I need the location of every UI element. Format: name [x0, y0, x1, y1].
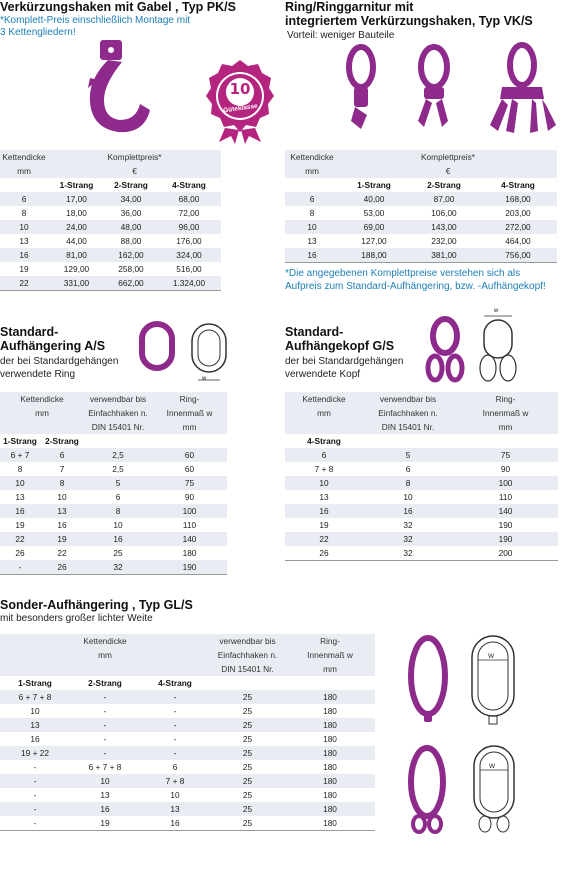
cell: 190 [152, 560, 227, 575]
cell: 16 [70, 802, 140, 816]
table-row [285, 248, 557, 263]
cell: 10 [285, 476, 363, 490]
cell: 180 [285, 816, 375, 831]
cell: 188,00 [339, 248, 409, 263]
cell: 44,00 [48, 234, 105, 248]
cell: 16 [363, 504, 453, 518]
col-header: Einfachhaken n. [84, 406, 152, 420]
cell: 110 [453, 490, 558, 504]
gl-four-leg-ring-image [403, 742, 458, 837]
table-row [285, 234, 557, 248]
cell: 88,00 [105, 234, 157, 248]
col-header: verwendbar bis [210, 634, 285, 648]
cell: 19 + 22 [0, 746, 70, 760]
vk-single-ring-image [343, 45, 383, 135]
table-row [0, 718, 375, 732]
cell: 10 [363, 490, 453, 504]
cell: 25 [210, 746, 285, 760]
cell: 6 [84, 490, 152, 504]
table-row [0, 560, 227, 575]
cell: 381,00 [409, 248, 479, 263]
cell: 140 [453, 504, 558, 518]
cell: - [70, 704, 140, 718]
grade-10-badge [205, 58, 275, 138]
col-header: Innenmaß w [285, 648, 375, 662]
table-row [0, 220, 221, 234]
vk-note-line2: Aufpreis zum Standard-Aufhängering, bzw. -Aufhängekopf! [285, 281, 546, 292]
table-row [285, 192, 557, 206]
cell: 60 [152, 462, 227, 476]
col-header: Kettendicke [0, 634, 210, 648]
col-header-unit: mm [285, 164, 339, 178]
col-header: Komplettpreis* [339, 150, 557, 164]
cell: 8 [285, 206, 339, 220]
pk-title: Verkürzungshaken mit Gabel , Typ PK/S [0, 0, 236, 14]
cell: 10 [84, 518, 152, 532]
table-row [0, 192, 221, 206]
cell: 19 [0, 518, 40, 532]
cell: 26 [285, 546, 363, 561]
cell: - [140, 704, 210, 718]
table-row [285, 532, 558, 546]
cell: 272,00 [479, 220, 557, 234]
cell: 190 [453, 532, 558, 546]
vk-note-line1: *Die angegebenen Komplettpreise verstehen sich als [285, 268, 521, 279]
badge-label: Güteklasse [222, 102, 259, 115]
cell: 25 [210, 704, 285, 718]
sub-header: 1-Strang [0, 676, 70, 690]
vk-price-table [285, 150, 557, 263]
cell: 180 [285, 704, 375, 718]
table-row [0, 518, 227, 532]
as-w-dimension: w [202, 376, 207, 382]
col-header: mm [152, 420, 227, 434]
col-header: Ring- [453, 392, 558, 406]
cell: - [70, 718, 140, 732]
table-row [0, 532, 227, 546]
cell: 13 [40, 504, 84, 518]
cell: 100 [152, 504, 227, 518]
cell: 75 [453, 448, 558, 462]
cell: 662,00 [105, 276, 157, 291]
cell: 68,00 [157, 192, 221, 206]
as-title-line1: Standard- [0, 325, 59, 339]
cell: 16 [0, 732, 70, 746]
cell: 6 [363, 462, 453, 476]
cell: - [70, 732, 140, 746]
cell: 72,00 [157, 206, 221, 220]
cell: 32 [363, 546, 453, 561]
cell: 8 [40, 476, 84, 490]
cell: - [0, 774, 70, 788]
cell: 180 [285, 802, 375, 816]
cell: 168,00 [479, 192, 557, 206]
cell: 100 [453, 476, 558, 490]
sub-header: 2-Strang [70, 676, 140, 690]
table-row [285, 220, 557, 234]
cell: 6 [0, 192, 48, 206]
col-header: Komplettpreis* [48, 150, 221, 164]
cell: 331,00 [48, 276, 105, 291]
cell: 7 + 8 [285, 462, 363, 476]
cell: 176,00 [157, 234, 221, 248]
gs-desc-line1: der bei Standardgehängen [285, 356, 404, 367]
col-header: Einfachhaken n. [363, 406, 453, 420]
table-row [285, 518, 558, 532]
gl-single-ring-image [405, 632, 455, 727]
cell: 25 [210, 732, 285, 746]
vk-title-line2: integriertem Verkürzungshaken, Typ VK/S [285, 14, 533, 28]
pk-note-line1: *Komplett-Preis einschließlich Montage mit [0, 15, 191, 26]
col-header-unit: € [48, 164, 221, 178]
col-header: mm [0, 406, 84, 420]
table-row [0, 704, 375, 718]
cell: - [0, 788, 70, 802]
cell: 6 [285, 192, 339, 206]
cell: 232,00 [409, 234, 479, 248]
cell: 180 [152, 546, 227, 560]
cell: - [70, 690, 140, 704]
pk-note-line2: 3 Kettengliedern! [0, 27, 76, 38]
cell: 190 [453, 518, 558, 532]
sub-header: 2-Strang [40, 434, 84, 448]
table-row [285, 476, 558, 490]
vk-double-ring-image [410, 45, 460, 135]
cell: 203,00 [479, 206, 557, 220]
cell: 324,00 [157, 248, 221, 262]
col-header: verwendbar bis [84, 392, 152, 406]
table-row [0, 462, 227, 476]
cell: 180 [285, 746, 375, 760]
cell: 16 [0, 504, 40, 518]
cell: 16 [84, 532, 152, 546]
table-row [0, 546, 227, 560]
cell: 16 [40, 518, 84, 532]
table-row [0, 490, 227, 504]
cell: 90 [152, 490, 227, 504]
cell: - [0, 760, 70, 774]
gs-title-line2: Aufhängekopf G/S [285, 339, 395, 353]
cell: 180 [285, 690, 375, 704]
cell: 8 [84, 504, 152, 518]
cell: 25 [210, 690, 285, 704]
cell: 22 [40, 546, 84, 560]
col-header: DIN 15401 Nr. [363, 420, 453, 434]
cell: 16 [0, 248, 48, 262]
gl-w-dimension-bottom: W [489, 763, 496, 770]
cell: 48,00 [105, 220, 157, 234]
cell: 8 [0, 206, 48, 220]
as-desc-line1: der bei Standardgehängen [0, 356, 119, 367]
cell: 34,00 [105, 192, 157, 206]
cell: 516,00 [157, 262, 221, 276]
col-header: DIN 15401 Nr. [84, 420, 152, 434]
col-header: mm [0, 648, 210, 662]
sub-header: 1-Strang [339, 178, 409, 192]
col-header: Innenmaß w [453, 406, 558, 420]
vk-subtitle: Vorteil: weniger Bauteile [287, 30, 395, 41]
cell: 756,00 [479, 248, 557, 263]
cell: 5 [363, 448, 453, 462]
col-header: Kettendicke [0, 150, 48, 164]
cell: 19 [40, 532, 84, 546]
cell: - [140, 746, 210, 760]
cell: 143,00 [409, 220, 479, 234]
sub-header: 2-Strang [409, 178, 479, 192]
col-header: Innenmaß w [152, 406, 227, 420]
cell: 81,00 [48, 248, 105, 262]
vk-four-leg-ring-image [488, 43, 558, 138]
cell: 24,00 [48, 220, 105, 234]
cell: 464,00 [479, 234, 557, 248]
as-desc-line2: verwendete Ring [0, 369, 76, 380]
gs-w-dimension: w [494, 308, 499, 314]
table-row [285, 490, 558, 504]
sub-header: 2-Strang [105, 178, 157, 192]
cell: - [140, 718, 210, 732]
col-header: Kettendicke [285, 150, 339, 164]
cell: 13 [0, 718, 70, 732]
gl-desc: mit besonders großer lichter Weite [0, 613, 153, 624]
sub-header: 1-Strang [0, 434, 40, 448]
cell: 22 [0, 532, 40, 546]
cell: 75 [152, 476, 227, 490]
gl-w-dimension-top: W [488, 653, 495, 660]
cell: 180 [285, 774, 375, 788]
cell: - [140, 690, 210, 704]
cell: 40,00 [339, 192, 409, 206]
cell: 25 [210, 788, 285, 802]
cell: 17,00 [48, 192, 105, 206]
cell: 10 [0, 220, 48, 234]
cell: 90 [453, 462, 558, 476]
cell: 8 [363, 476, 453, 490]
col-header: mm [453, 420, 558, 434]
table-row [0, 788, 375, 802]
table-row [0, 234, 221, 248]
table-row [0, 504, 227, 518]
cell: 13 [0, 490, 40, 504]
col-header: mm [285, 662, 375, 676]
table-row [0, 262, 221, 276]
table-row [0, 746, 375, 760]
cell: 22 [0, 276, 48, 291]
table-row [0, 276, 221, 291]
gs-head-image [425, 316, 469, 386]
cell: 19 [285, 518, 363, 532]
sub-header: 4-Strang [285, 434, 363, 448]
table-row [0, 816, 375, 831]
cell: 7 [40, 462, 84, 476]
cell: 60 [152, 448, 227, 462]
cell: 10 [40, 490, 84, 504]
cell: 25 [210, 816, 285, 831]
cell: 110 [152, 518, 227, 532]
cell: 106,00 [409, 206, 479, 220]
cell: 36,00 [105, 206, 157, 220]
table-row [285, 448, 558, 462]
gl-four-leg-ring-drawing [468, 742, 523, 837]
cell: 19 [70, 816, 140, 831]
cell: 13 [285, 490, 363, 504]
cell: 32 [363, 518, 453, 532]
cell: 8 [0, 462, 40, 476]
pk-price-table [0, 150, 221, 291]
gs-head-table [285, 392, 558, 561]
cell: 6 [140, 760, 210, 774]
cell: 6 [40, 448, 84, 462]
cell: 10 [140, 788, 210, 802]
table-row [285, 504, 558, 518]
table-row [0, 448, 227, 462]
vk-title-line1: Ring/Ringgarnitur mit [285, 0, 414, 14]
cell: 22 [285, 532, 363, 546]
cell: 32 [363, 532, 453, 546]
as-ring-table [0, 392, 227, 575]
cell: 6 [285, 448, 363, 462]
gl-single-ring-drawing [468, 632, 523, 727]
cell: 26 [40, 560, 84, 575]
cell: 7 + 8 [140, 774, 210, 788]
cell: 13 [70, 788, 140, 802]
cell: 25 [210, 718, 285, 732]
cell: 200 [453, 546, 558, 561]
cell: - [0, 802, 70, 816]
cell: - [0, 816, 70, 831]
table-row [0, 248, 221, 262]
cell: 6 + 7 [0, 448, 40, 462]
table-row [0, 802, 375, 816]
cell: 19 [0, 262, 48, 276]
sub-header: 4-Strang [140, 676, 210, 690]
cell: 5 [84, 476, 152, 490]
cell: 258,00 [105, 262, 157, 276]
col-header: Einfachhaken n. [210, 648, 285, 662]
cell: 32 [84, 560, 152, 575]
sub-header: 4-Strang [479, 178, 557, 192]
col-header-unit: mm [0, 164, 48, 178]
cell: 129,00 [48, 262, 105, 276]
cell: 10 [285, 220, 339, 234]
gl-ring-table [0, 634, 375, 831]
cell: 162,00 [105, 248, 157, 262]
col-header: mm [285, 406, 363, 420]
cell: 2,5 [84, 462, 152, 476]
gs-head-drawing [474, 312, 524, 384]
cell: 53,00 [339, 206, 409, 220]
cell: 10 [0, 704, 70, 718]
gs-title-line1: Standard- [285, 325, 344, 339]
cell: - [70, 746, 140, 760]
cell: 180 [285, 788, 375, 802]
cell: 25 [210, 760, 285, 774]
cell: 180 [285, 760, 375, 774]
cell: 87,00 [409, 192, 479, 206]
table-row [0, 206, 221, 220]
cell: 16 [285, 248, 339, 263]
cell: - [0, 560, 40, 575]
cell: - [140, 732, 210, 746]
cell: 180 [285, 732, 375, 746]
cell: 180 [285, 718, 375, 732]
cell: 2,5 [84, 448, 152, 462]
col-header: Ring- [152, 392, 227, 406]
sub-header: 4-Strang [157, 178, 221, 192]
cell: 10 [0, 476, 40, 490]
cell: 25 [210, 774, 285, 788]
badge-number: 10 [229, 80, 251, 98]
col-header: DIN 15401 Nr. [210, 662, 285, 676]
cell: 13 [140, 802, 210, 816]
cell: 16 [285, 504, 363, 518]
cell: 13 [285, 234, 339, 248]
table-row [0, 690, 375, 704]
col-header: verwendbar bis [363, 392, 453, 406]
table-row [0, 476, 227, 490]
as-title-line2: Aufhängering A/S [0, 339, 106, 353]
col-header-unit: € [339, 164, 557, 178]
cell: 10 [70, 774, 140, 788]
as-ring-image [138, 320, 178, 372]
col-header: Kettendicke [0, 392, 84, 406]
cell: 16 [140, 816, 210, 831]
table-row [0, 774, 375, 788]
cell: 127,00 [339, 234, 409, 248]
gs-desc-line2: verwendete Kopf [285, 369, 361, 380]
cell: 96,00 [157, 220, 221, 234]
col-header: Kettendicke [285, 392, 363, 406]
cell: 140 [152, 532, 227, 546]
cell: 1.324,00 [157, 276, 221, 291]
col-header: Ring- [285, 634, 375, 648]
cell: 25 [84, 546, 152, 560]
cell: 6 + 7 + 8 [0, 690, 70, 704]
cell: 18,00 [48, 206, 105, 220]
as-ring-drawing [188, 320, 233, 386]
cell: 69,00 [339, 220, 409, 234]
clevis-hook-image [78, 40, 158, 140]
sub-header: 1-Strang [48, 178, 105, 192]
table-row [285, 206, 557, 220]
cell: 25 [210, 802, 285, 816]
cell: 6 + 7 + 8 [70, 760, 140, 774]
table-row [285, 546, 558, 561]
cell: 13 [0, 234, 48, 248]
table-row [0, 760, 375, 774]
cell: 26 [0, 546, 40, 560]
table-row [285, 462, 558, 476]
gl-title: Sonder-Aufhängering , Typ GL/S [0, 598, 193, 612]
table-row [0, 732, 375, 746]
